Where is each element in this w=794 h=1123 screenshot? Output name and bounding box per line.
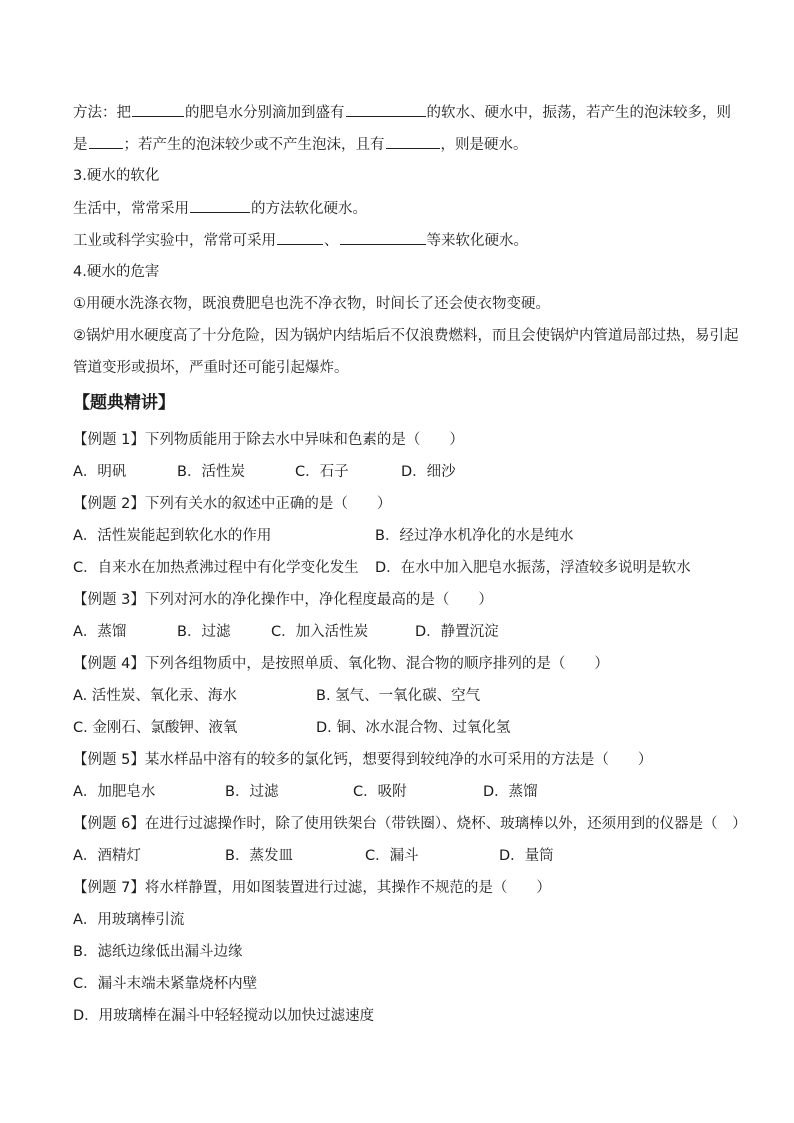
question-7-stem: 【例题 7】将水样静置，用如图装置进行过滤，其操作不规范的是（ ） [73, 880, 551, 896]
fill-blank [386, 134, 440, 149]
fill-blank [89, 134, 123, 149]
section4-heading: 4.硬水的危害 [73, 264, 160, 280]
question-2-options-row1 [73, 526, 573, 546]
option-a: A. 活性炭、氧化汞、海水 [73, 688, 237, 704]
option-a: A．加肥皂水 [73, 784, 156, 800]
text: 的方法软化硬水。 [251, 201, 367, 217]
option-b: B．滤纸边缘低出漏斗边缘 [73, 944, 243, 960]
question-2-stem: 【例题 2】下列有关水的叙述中正确的是（ ） [73, 496, 392, 512]
option-a: A．活性炭能起到软化水的作用 [73, 528, 272, 544]
softening-life-line [73, 198, 367, 219]
text: ；若产生的泡沫较少或不产生泡沫，且有 [123, 137, 385, 153]
hazard-paragraph-1: ①用硬水洗涤衣物，既浪费肥皂也洗不净衣物，时间长了还会使衣物变硬。 [73, 296, 550, 312]
question-3-stem: 【例题 3】下列对河水的净化操作中，净化程度最高的是（ ） [73, 592, 493, 608]
option-c: C．漏斗末端未紧靠烧杯内壁 [73, 976, 258, 992]
option-c: C．吸附 [353, 784, 407, 800]
option-b: B．过滤 [225, 784, 279, 800]
text: 的肥皂水分别滴加到盛有 [185, 105, 345, 121]
option-b: B. 氢气、一氧化碳、空气 [316, 688, 481, 704]
question-5-options [73, 782, 538, 802]
option-b: B．活性炭 [177, 464, 245, 480]
hazard-paragraph-2a: ②锅炉用水硬度高了十分危险，因为锅炉内结垢后不仅浪费燃料，而且会使锅炉内管道局部过热，易引起 [73, 328, 739, 344]
question-1-options [73, 462, 456, 482]
option-a: A．酒精灯 [73, 848, 141, 864]
option-c: C．石子 [295, 464, 349, 480]
section3-heading: 3.硬水的软化 [73, 168, 160, 184]
fill-blank [132, 102, 184, 117]
option-b: B．经过净水机净化的水是纯水 [375, 528, 574, 544]
option-a: A．用玻璃棒引流 [73, 912, 185, 928]
question-4-stem: 【例题 4】下列各组物质中，是按照单质、氧化物、混合物的顺序排列的是（ ） [73, 656, 609, 672]
fill-blank [346, 102, 426, 117]
option-d: D．用玻璃棒在漏斗中轻轻搅动以加快过滤速度 [73, 1008, 375, 1024]
question-1-stem: 【例题 1】下列物质能用于除去水中异味和色素的是（ ） [73, 432, 464, 448]
question-3-options [73, 622, 499, 642]
text: 生活中，常常采用 [73, 201, 189, 217]
option-c: C．加入活性炭 [271, 624, 369, 640]
fill-blank [190, 198, 250, 213]
method-line-1 [73, 102, 731, 123]
fill-blank [340, 230, 426, 245]
softening-industry-line [73, 230, 528, 251]
option-d: D．在水中加入肥皂水振荡，浮渣较多说明是软水 [375, 560, 691, 576]
text: 方法：把 [73, 105, 131, 121]
text: 的软水、硬水中，振荡，若产生的泡沫较多，则 [426, 105, 731, 121]
question-6-stem: 【例题 6】在进行过滤操作时，除了使用铁架台（带铁圈）、烧杯、玻璃棒以外，还须用到的仪器是（ ） [73, 816, 747, 832]
text: 是 [73, 137, 88, 153]
option-a: A．蒸馏 [73, 624, 127, 640]
option-c: C. 金刚石、氯酸钾、液氧 [73, 720, 238, 736]
text: 等来软化硬水。 [426, 233, 528, 249]
option-d: D．蒸馏 [483, 784, 538, 800]
question-5-stem: 【例题 5】某水样品中溶有的较多的氯化钙，想要得到较纯净的水可采用的方法是（ ） [73, 752, 653, 768]
option-c: C．漏斗 [365, 848, 419, 864]
option-d: D．细沙 [401, 464, 456, 480]
hazard-paragraph-2b: 管道变形或损坏，严重时还可能引起爆炸。 [73, 360, 349, 376]
text: 、 [324, 233, 339, 249]
section-title: 【题典精讲】 [73, 393, 175, 413]
option-d: D. 铜、冰水混合物、过氧化氢 [316, 720, 511, 736]
option-d: D．静置沉淀 [415, 624, 499, 640]
fill-blank [277, 230, 323, 245]
option-b: B．过滤 [177, 624, 231, 640]
option-a: A．明矾 [73, 464, 127, 480]
question-4-options-row2 [73, 718, 510, 738]
text: ，则是硬水。 [440, 137, 528, 153]
option-b: B．蒸发皿 [225, 848, 293, 864]
question-4-options-row1 [73, 686, 480, 706]
text: 工业或科学实验中，常常可采用 [73, 233, 276, 249]
option-d: D．量筒 [499, 848, 554, 864]
question-2-options-row2 [73, 558, 691, 578]
method-line-2 [73, 134, 528, 155]
option-c: C．自来水在加热煮沸过程中有化学变化发生 [73, 560, 359, 576]
question-6-options [73, 846, 554, 866]
